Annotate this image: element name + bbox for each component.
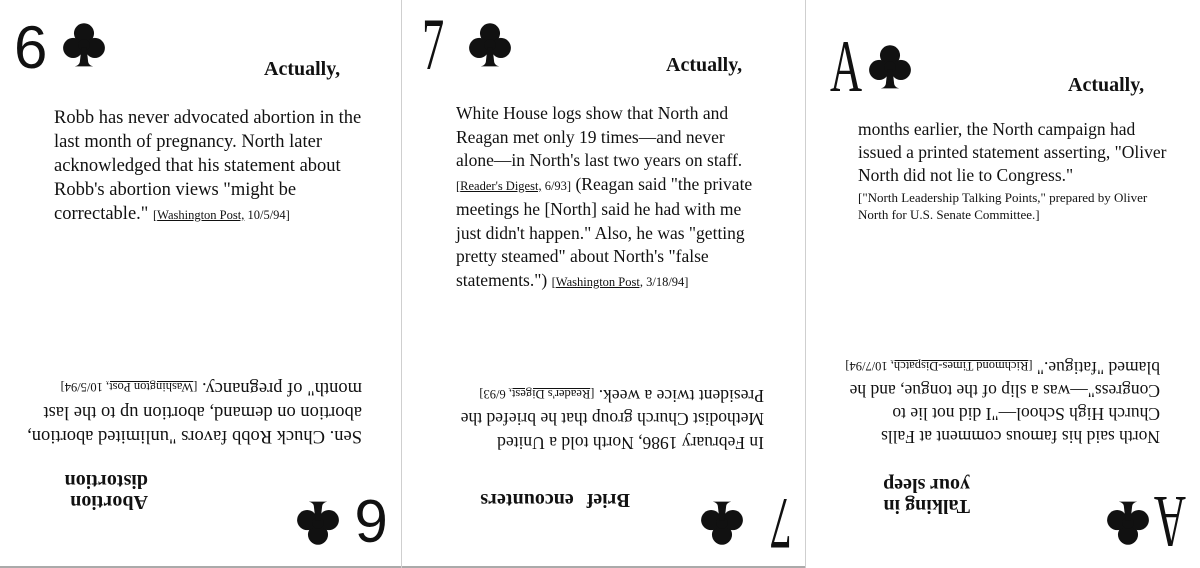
card-rank: 6 [354,487,388,554]
citation: [Washington Post, 10/5/94] [60,380,198,394]
card-six-of-clubs [0,0,402,568]
card-ace-bottom-half [806,284,1200,568]
card-heading: Brief encounters [480,489,630,511]
card-seven-bottom-half [402,284,806,568]
citation: [Reader's Digest, 6/93] [456,178,572,193]
card-fact-text: White House logs show that North and Reagan met only 19 times—and never alone—in North's last two years on staff. [Reader's Digest, 6/93] (Reagan said "the private meetings he [North] said he had with me just didn't happen." Also, he was "getting pretty steamed" about North's "false statements.") [Washington Post, 3/18/94] [456,103,753,290]
club-icon [62,22,106,68]
actually-label: Actually, [1068,74,1145,96]
card-six-bottom-half [0,284,402,568]
citation: [Richmond Times-Dispatch, 10/7/94] [845,359,1033,373]
club-icon [868,44,912,90]
card-ace-of-clubs [806,0,1200,568]
actually-label: Actually, [666,54,743,76]
card-rank: 7 [769,482,792,564]
card-rank: A [830,26,863,108]
actually-label: Actually, [264,58,341,80]
card-heading: Talking in your sleep [883,474,970,517]
card-rank: 7 [422,4,445,86]
card-claim-text: Sen. Chuck Robb favors "unlimited abortion, abortion on demand, abortion up to the last month" of pregnancy. [Washington Post, 10/5/94] [27,378,362,446]
card-rank: 6 [14,14,48,81]
citation: [Washington Post, 10/5/94] [152,208,290,222]
card-fact-text: Robb has never advocated abortion in the last month of pregnancy. North later acknowledged that his statement about Robb's abortion views "might be correctable." [Washington Post, 10/5/94] [54,108,362,224]
card-claim-text: North said his famous comment at Falls Church High School—"I did not lie to Congress"—was a slip of the tongue, and he blamed "fatigue." [Richmond Times-Dispatch, 10/7/94] [845,358,1160,447]
citation: [Reader's Digest, 6/93] [479,387,595,401]
card-fact-text: months earlier, the North campaign had issued a printed statement asserting, "Oliver North did not lie to Congress." ["North Leadership Talking Points," prepared by Oliver North for U.S. Senate Committee.] [858,118,1178,223]
card-claim-text: In February 1986, North told a United Methodist Church group that he briefed the President twice a week. [Reader's Digest, 6/93] [460,386,764,453]
club-icon [468,22,512,68]
club-icon [700,500,744,546]
card-seven-of-clubs [402,0,806,568]
citation: ["North Leadership Talking Points," prepared by Oliver North for U.S. Senate Committee.] [858,190,1148,222]
card-rank: A [1153,480,1186,562]
club-icon [296,500,340,546]
card-ace-top-half [806,0,1200,284]
card-heading: Abortion distortion [64,470,148,513]
card-seven-top-half [402,0,806,290]
card-six-top-half [0,0,402,284]
citation: [Washington Post, 3/18/94] [551,274,689,289]
club-icon [1106,500,1150,546]
